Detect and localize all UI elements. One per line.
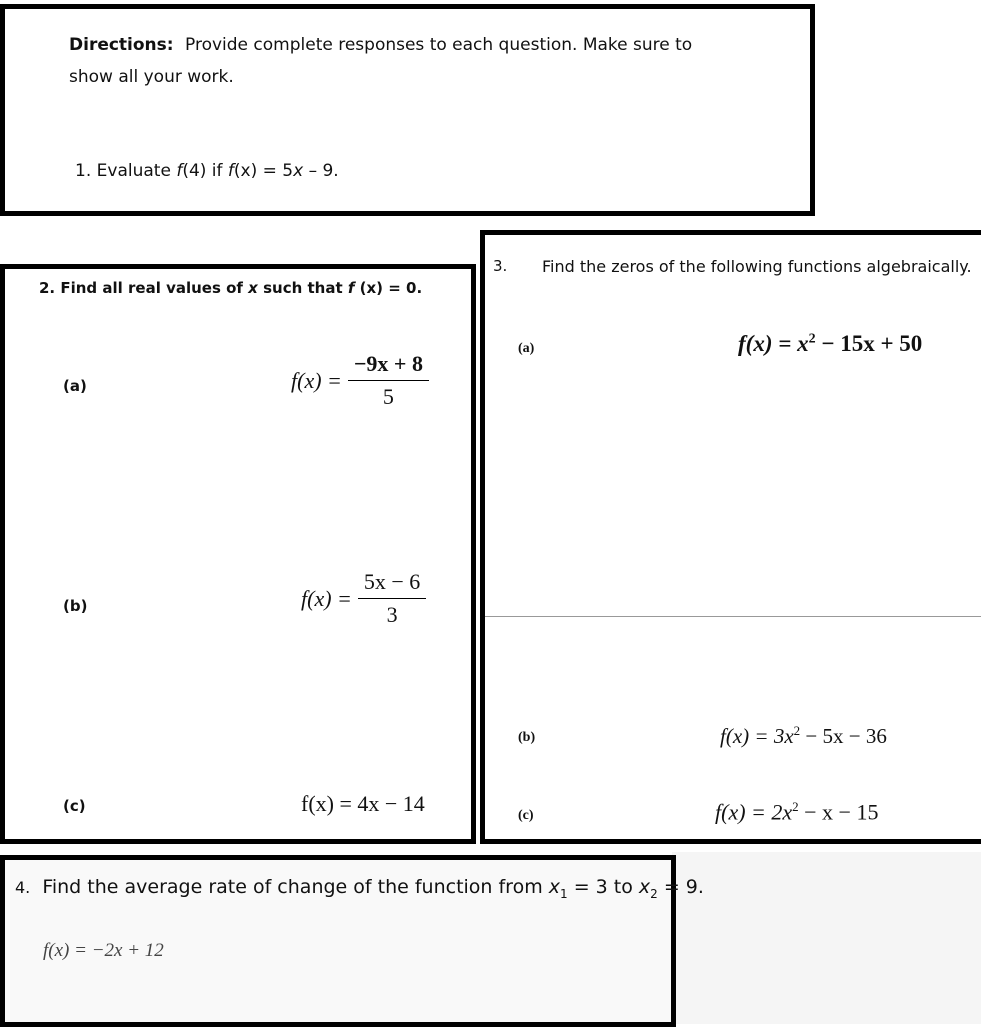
q4-expression: f(x) = −2x + 12 [43, 940, 164, 961]
q1-f4-arg: (4) if [182, 161, 228, 181]
q3-heading: Find the zeros of the following functions algebraically. [542, 257, 972, 276]
q2a-label: (a) [63, 377, 87, 395]
q2a-lhs: f(x) = [291, 367, 342, 393]
q1-fx: f [227, 161, 234, 181]
q3c-expression [715, 799, 878, 825]
q3b-sup: 2 [793, 723, 801, 738]
q1-f4: f [176, 161, 183, 181]
q1-x: x [293, 161, 304, 181]
q3c-label: (c) [518, 808, 534, 823]
q3c-rhs: − x − 15 [798, 799, 879, 825]
q3b-label: (b) [518, 730, 536, 745]
q4-sub1: 1 [560, 886, 568, 901]
q4-x1: x [548, 876, 561, 898]
question-1 [75, 161, 339, 181]
q1-number: 1. [75, 161, 92, 181]
q1-fx-arg: (x) = 5 [233, 161, 294, 181]
directions-label: Directions: [69, 35, 174, 55]
q1-tail: – 9. [303, 161, 339, 181]
page-background-bottom [672, 852, 981, 1024]
q4-heading-pre: Find the average rate of change of the function from [42, 876, 549, 898]
q2b-denominator: 3 [386, 602, 398, 627]
q2b-label: (b) [63, 597, 88, 615]
question-4-box [0, 855, 704, 1027]
q3a-expression [738, 331, 922, 357]
q2b-numerator: 5x − 6 [358, 569, 426, 599]
q3c-lhs: f(x) = 2x [715, 799, 793, 825]
q3-number: 3. [493, 257, 508, 275]
directions-text: Provide complete responses to each question. Make sure to [185, 35, 693, 55]
q2c-label: (c) [63, 797, 86, 815]
q2-heading-post: (x) = 0. [354, 279, 423, 297]
question-2-box [0, 264, 476, 844]
q4-mid: = 3 to [567, 876, 639, 898]
q2b-fraction [358, 569, 426, 628]
question-3-box [480, 230, 981, 844]
q4-post: = 9. [657, 876, 704, 898]
q3b-lhs: f(x) = 3x [720, 724, 794, 748]
q1-text-pre: Evaluate [96, 161, 177, 181]
directions-line-1 [69, 35, 692, 55]
q2b-lhs: f(x) = [301, 585, 352, 611]
q4-heading [15, 876, 704, 901]
q2-heading-mid: such that [257, 279, 348, 297]
q2a-denominator: 5 [382, 384, 394, 409]
q2-heading [39, 279, 422, 297]
q4-sub2: 2 [650, 886, 658, 901]
q2-heading-x: x [248, 279, 258, 297]
q4-number: 4. [15, 878, 31, 897]
directions-box [0, 4, 815, 216]
directions-line-2: show all your work. [69, 67, 234, 87]
q3a-lhs: f(x) = x [738, 331, 809, 356]
q3b-expression [720, 723, 887, 749]
q3a-sup: 2 [808, 331, 816, 347]
q4-x2: x [638, 876, 651, 898]
q3-divider [485, 616, 981, 617]
q3c-sup: 2 [792, 799, 799, 814]
q2a-fraction [348, 351, 429, 410]
q2-heading-f: f [347, 279, 355, 297]
q2-heading-pre: 2. Find all real values of [39, 279, 249, 297]
q2b-expression [301, 569, 426, 628]
q3a-rhs: − 15x + 50 [815, 331, 923, 356]
q3b-rhs: − 5x − 36 [800, 724, 887, 748]
q2a-expression [291, 351, 429, 410]
q2a-numerator: −9x + 8 [348, 351, 429, 381]
q2c-expression: f(x) = 4x − 14 [301, 791, 425, 816]
q3a-label: (a) [518, 341, 535, 356]
